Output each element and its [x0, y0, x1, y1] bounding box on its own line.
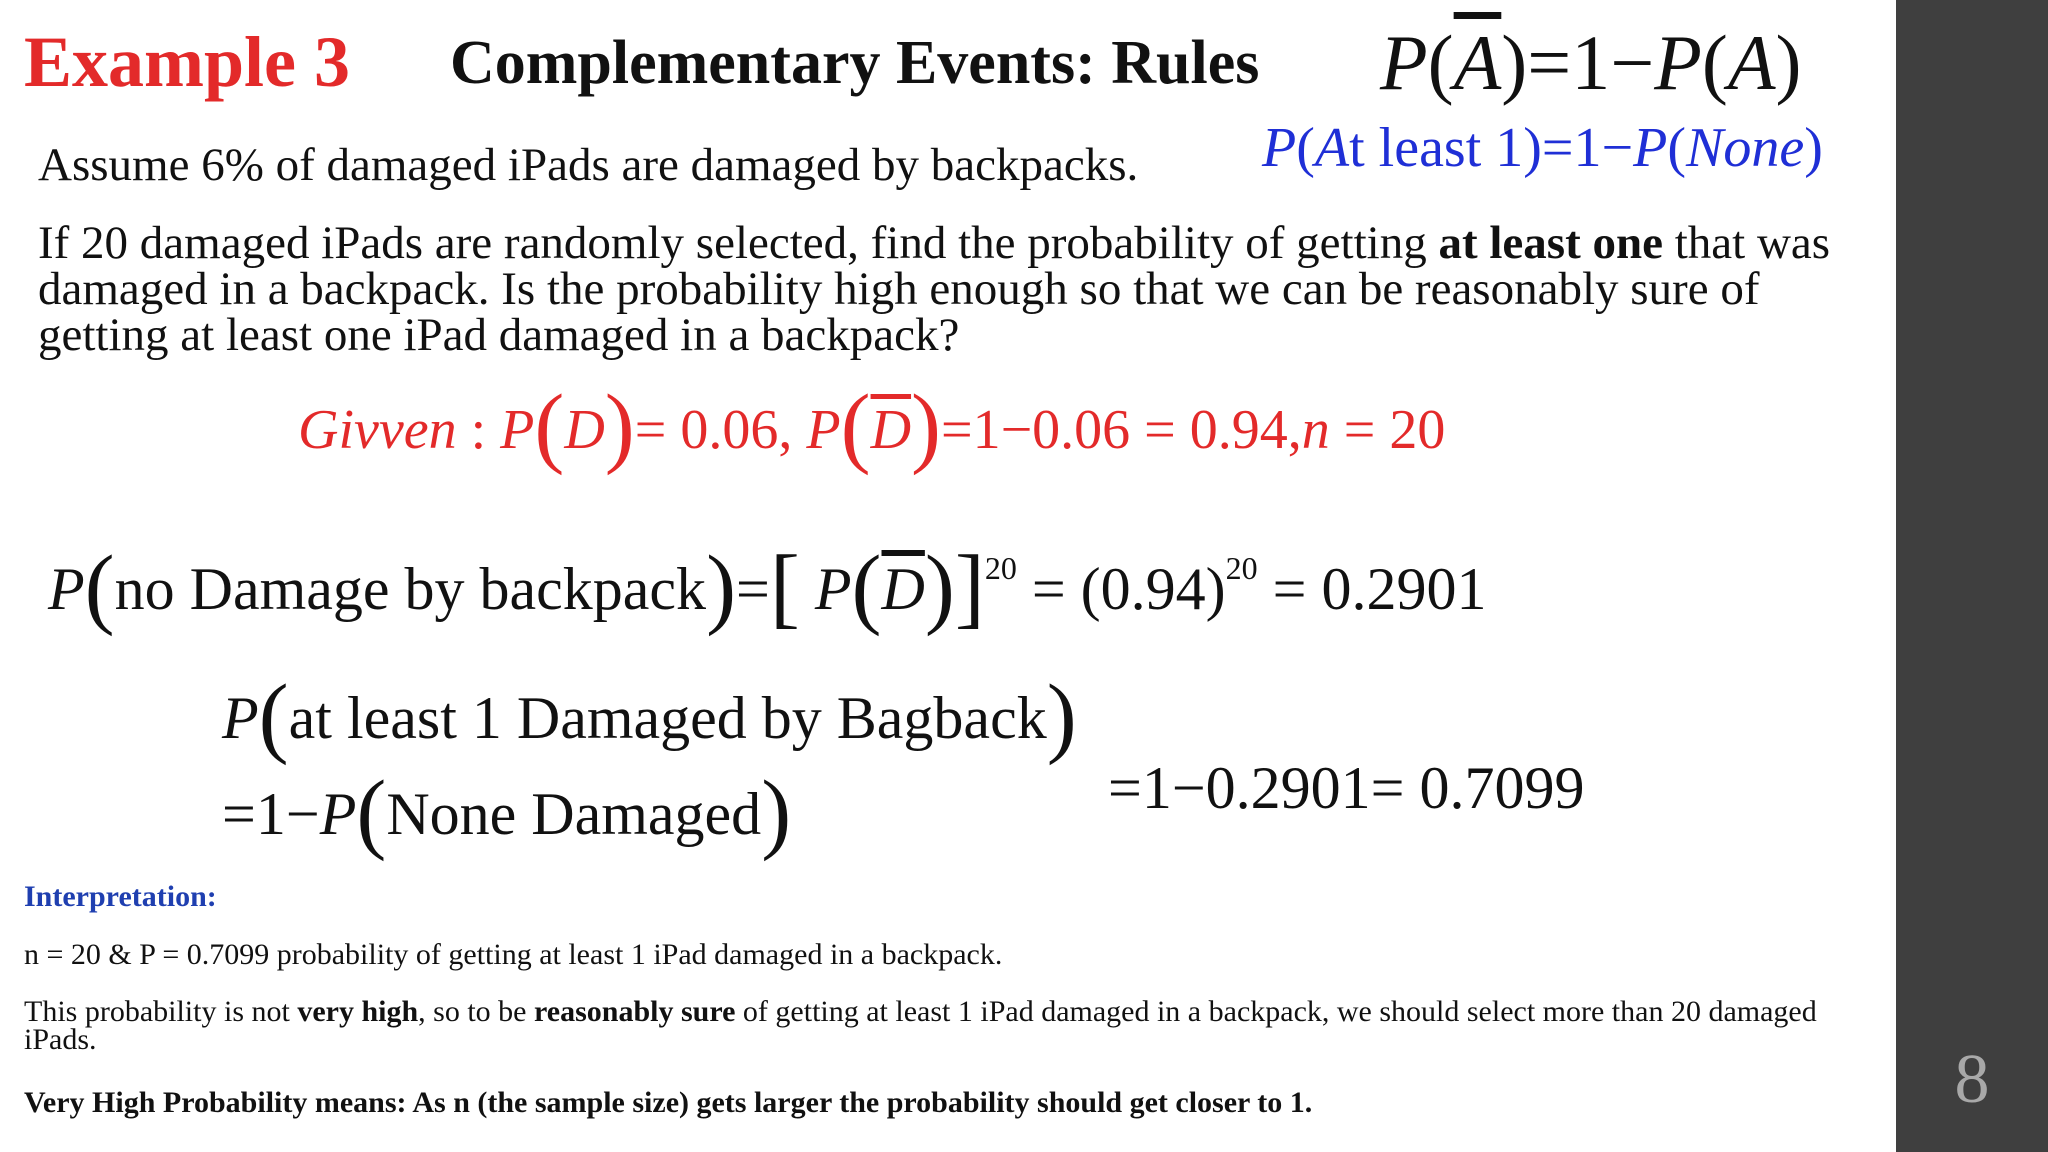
formula2-rest: t least 1)=1−: [1349, 117, 1634, 179]
problem-line-2-end: that was damaged in a backpack. Is the probability high enough so that we can be reasonably sure of getting at least one iPad damaged in a backpack?: [38, 217, 1831, 361]
formula2-a: A: [1314, 117, 1350, 179]
problem-line-2: [38, 217, 1878, 361]
at-least-one-rule-formula: P(At least 1)=1−P(None): [1262, 117, 1823, 179]
eq1-eq: =: [736, 556, 770, 622]
given-val3: = 20: [1329, 399, 1446, 461]
eq1-exponent: 20: [984, 550, 1017, 586]
given-p2: P: [806, 399, 841, 461]
slide-sidebar: [1896, 0, 2048, 1152]
interp2-e: of getting at least 1 iPad damaged in a backpack, we should select more than 20 damaged iPads.: [24, 995, 1817, 1056]
eq1-text: no Damage by backpack: [114, 556, 707, 622]
interpretation-heading: Interpretation:: [24, 880, 217, 913]
interp2-bold-very-high: very high: [297, 995, 419, 1028]
eq1-p2: P: [814, 556, 852, 622]
formula-a-bar: $\overline{A}$: [1453, 19, 1502, 106]
formula2-p2: P: [1633, 117, 1668, 179]
given-p1: P: [500, 399, 535, 461]
eq2-text: at least 1 Damaged by Bagback: [288, 685, 1047, 751]
given-d1: D: [564, 399, 605, 461]
formula2-none: None: [1685, 117, 1805, 179]
example-label: Example 3: [24, 22, 351, 102]
slide-title: Complementary Events: Rules: [450, 29, 1260, 97]
formula-middle: )=1−: [1501, 19, 1655, 106]
no-damage-equation: P(no Damage by backpack)=[ $P(\overline{D})]^{20} = (0.94)^{20} = 0.2901$: [48, 538, 1487, 637]
problem-line-2-bold: at least one: [1438, 217, 1663, 269]
eq1-exponent-2: 20: [1225, 550, 1258, 586]
eq1-d-bar: $\overline{D}$: [881, 556, 925, 622]
problem-line-1: Assume 6% of damaged iPads are damaged by backpacks.: [38, 139, 1139, 191]
complement-rule-formula: $P(\overline{A})=1-P(A)$: [1380, 19, 1802, 106]
given-colon: :: [456, 399, 501, 461]
given-val1: = 0.06,: [634, 399, 807, 461]
formula2-p: P: [1262, 117, 1297, 179]
eq1-result: = 0.2901: [1257, 556, 1487, 622]
interp2-c: , so to be: [418, 995, 534, 1028]
eq1-rhs: = (0.94): [1016, 556, 1226, 622]
interp2-a: This probability is not: [24, 995, 298, 1028]
given-val2: =1−0.06 = 0.94,: [941, 399, 1302, 461]
given-d-bar: $\overline{D}$: [870, 399, 912, 461]
eq3-p: P: [319, 781, 357, 847]
interpretation-line-3: Very High Probability means: As n (the sample size) gets larger the probability should get closer to 1.: [24, 1086, 1313, 1119]
at-least-one-equation: P(at least 1 Damaged by Bagback): [222, 667, 1077, 766]
page-number: 8: [1954, 1041, 1990, 1118]
none-damaged-equation: =1−P(None Damaged): [222, 763, 792, 862]
final-result-equation: =1−0.2901= 0.7099: [1108, 755, 1585, 821]
interp2-bold-reasonably-sure: reasonably sure: [534, 995, 736, 1028]
interpretation-line-1: n = 20 & P = 0.7099 probability of getting at least 1 iPad damaged in a backpack.: [24, 938, 1003, 971]
eq1-p: P: [48, 556, 85, 622]
given-n: n: [1301, 399, 1330, 461]
formula-p2: P: [1654, 19, 1702, 106]
formula-p: P: [1380, 19, 1428, 106]
eq2-p: P: [222, 685, 259, 751]
given-line: Givven : P(D)= 0.06, $P(\overline{D})=1-0.06 = 0.94,n = 20$: [298, 377, 1446, 476]
problem-line-2-start: If 20 damaged iPads are randomly selected, find the probability of getting: [38, 217, 1439, 269]
interpretation-line-2: [24, 995, 1864, 1056]
formula-a: A: [1727, 19, 1776, 106]
eq3-pre: =1−: [222, 781, 320, 847]
eq3-text: None Damaged: [386, 781, 762, 847]
given-label: Givven: [298, 399, 457, 461]
